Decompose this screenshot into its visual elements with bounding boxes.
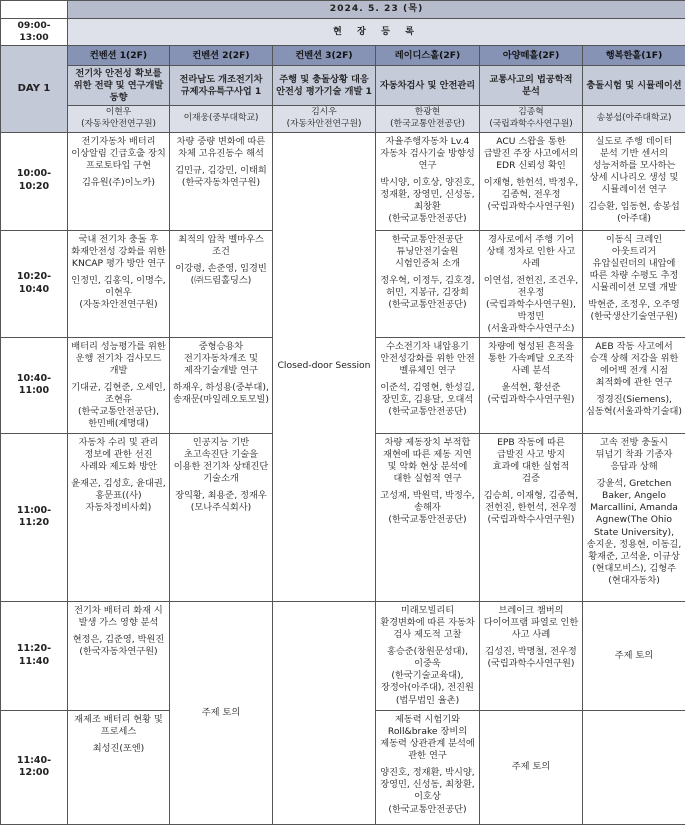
presentation-authors: 이준석, 김영현, 한성길, 장민호, 김용달, 오대석(한국교통안전공단)	[379, 382, 476, 418]
session-topic: 전라남도 개조전기차 규제자유특구사업 1	[170, 66, 273, 106]
presentation-cell	[583, 132, 685, 230]
presentation-title: EPB 작동에 따른 급발진 사고 방지 효과에 대한 실험적 검증	[483, 437, 579, 486]
session-chair: 김종혁(국립과학수사연구원)	[480, 106, 583, 132]
presentation-cell	[68, 601, 170, 710]
presentation-title: AEB 작동 사고에서 승객 상해 저감을 위한 에어백 전개 시점 최적화에 관한 연구	[586, 341, 682, 390]
session-topic: 교통사고의 법공학적 분석	[480, 66, 583, 106]
presentation-authors: 장익황, 최용준, 정재우(모나주식회사)	[173, 490, 269, 514]
presentation-cell	[68, 132, 170, 230]
session-chair: 이현우(자동차안전연구원)	[68, 106, 170, 132]
date-header: 2024. 5. 23 (목)	[68, 1, 685, 19]
presentation-authors: 양진호, 정재환, 박시양, 장영민, 신성동, 최창환, 이호상(한국교통안전공단)	[379, 767, 476, 816]
presentation-cell	[583, 337, 685, 433]
presentation-title: 고속 전방 충돌시 뒤넘기 착좌 기종자 응답과 상해	[586, 437, 682, 473]
presentation-cell	[376, 601, 480, 710]
presentation-title: 차량 제동장치 부적합 재현에 따른 제동 지연 및 악화 현상 분석에 대한 실험적 연구	[379, 437, 476, 486]
empty-cell	[583, 710, 685, 824]
presentation-cell	[480, 433, 583, 601]
day-label: DAY 1	[1, 46, 68, 132]
presentation-authors: 김유원(주)이노카)	[71, 177, 166, 189]
presentation-authors: 하재우, 하성용(중부대), 송재문(마일레오토모빌)	[173, 382, 269, 406]
room-name: 아양떼홀(2F)	[480, 46, 583, 66]
presentation-title: 미래모빌리티 환경변화에 따른 자동차 검사 제도적 고찰	[379, 605, 476, 641]
presentation-authors: 윤석현, 황선준(국립과학수사연구원)	[483, 382, 579, 406]
registration-label: 현 장 등 록	[68, 19, 685, 46]
presentation-cell	[170, 433, 273, 601]
presentation-authors: 고성재, 박원덕, 박정수, 송해자(한국교통안전공단)	[379, 490, 476, 526]
session-chair: 송봉섭(아주대학교)	[583, 106, 685, 132]
time-slot: 10:20-10:40	[1, 230, 68, 337]
presentation-title: 제동력 시험기와 Roll&brake 장비의 제동력 상관관계 분석에 관한 연구	[379, 714, 476, 763]
presentation-authors: 기대균, 김현준, 오세인, 조현유(한국교통안전공단), 한민배(계명대)	[71, 382, 166, 431]
presentation-cell	[376, 433, 480, 601]
time-slot: 11:20-11:40	[1, 601, 68, 710]
presentation-title: ACU 스왑을 통한 급발진 주장 사고에서의 EDR 신뢰성 확인	[483, 136, 579, 172]
time-slot: 11:00-11:20	[1, 433, 68, 601]
presentation-authors: 윤재곤, 김성호, 윤대권, 홍문표((사)자동차정비사회)	[71, 478, 166, 514]
session-topic: 충돌시험 및 시뮬레이션	[583, 66, 685, 106]
presentation-cell	[376, 230, 480, 337]
presentation-title: 중형승용차 전기자동차개조 및 제작기술개발 연구	[173, 341, 269, 377]
presentation-cell	[480, 601, 583, 710]
session-chair: 한광현(한국교통안전공단)	[376, 106, 480, 132]
presentation-title: 자동차 수리 및 관리 정보에 관한 선진 사례와 제도화 방안	[71, 437, 166, 473]
presentation-authors: 이강령, 손준영, 임경빈(㈜드림홀딩스)	[173, 263, 269, 287]
presentation-cell	[480, 337, 583, 433]
time-slot: 11:40-12:00	[1, 710, 68, 824]
presentation-cell	[68, 230, 170, 337]
empty-cell	[273, 601, 376, 824]
room-name: 컨벤션 2(2F)	[170, 46, 273, 66]
presentation-title: 이동식 크레인 아웃트리거 유압실린더의 내압에 따른 차량 수평도 추정 시뮬레이션 모델 개발	[586, 234, 682, 295]
presentation-title: 경사로에서 주행 기어 상태 정차로 인한 사고 사례	[483, 234, 579, 270]
presentation-authors: 정우혁, 이정두, 김호경, 허민, 지봉규, 김장희(한국교통안전공단)	[379, 275, 476, 311]
room-name: 행복한홀(1F)	[583, 46, 685, 66]
time-slot: 10:40-11:00	[1, 337, 68, 433]
presentation-title: 최적의 압착 벨마우스 조건	[173, 234, 269, 258]
presentation-title: 한국교통안전공단 튜닝안전기술원 시험인증처 소개	[379, 234, 476, 270]
session-topic: 자동차검사 및 안전관리	[376, 66, 480, 106]
presentation-title: 차량 중량 변화에 따른 차체 고유진동수 해석	[173, 136, 269, 160]
presentation-cell	[170, 230, 273, 337]
presentation-title: 전기차 배터리 화재 시 발생 가스 영향 분석	[71, 605, 166, 629]
presentation-title: 국내 전기차 충돌 후 화재안전성 강화를 위한 KNCAP 평가 방안 연구	[71, 234, 166, 270]
presentation-cell	[170, 132, 273, 230]
presentation-authors: 이연섭, 전헌진, 조건우, 전우정(국립과학수사연구원), 박정민(서울과학수사연구소)	[483, 275, 579, 336]
presentation-authors: 홍승준(창원문성대), 이중욱(한국기술교육대), 장정아(아주대), 전진원(법무법인 율촌)	[379, 646, 476, 707]
presentation-authors: 박시양, 이호상, 양진호, 정재환, 장영민, 신성동, 최창환(한국교통안전공단)	[379, 177, 476, 226]
presentation-cell	[583, 433, 685, 601]
presentation-title: 재제조 배터리 현황 및 프로세스	[71, 714, 166, 738]
presentation-title: 수소전기차 내압용기 안전성강화를 위한 안전 벨류체인 연구	[379, 341, 476, 377]
presentation-authors: 정경진(Siemens), 심동혁(서울과학기술대)	[586, 394, 682, 418]
session-chair: 이재웅(중부대학교)	[170, 106, 273, 132]
presentation-authors: 인정민, 김홍익, 이명수, 이현우(자동차안전연구원)	[71, 275, 166, 311]
free-discussion: 주제 토의	[583, 601, 685, 710]
room-name: 레이디스홀(2F)	[376, 46, 480, 66]
presentation-cell	[480, 132, 583, 230]
presentation-authors: 박현준, 조정우, 오주영(한국생산기술연구원)	[586, 299, 682, 323]
presentation-authors: 강윤석, Gretchen Baker, Angelo Marcallini, Amanda Agnew(The Ohio State University), 송지운, 정용현, 이동길, 황재준, 고석윤, 이규상(현대모비스), 김형주(현대자동차)	[586, 478, 682, 587]
presentation-title: 인공지능 기반 초고속진단 기술을 이용한 전기차 상태진단 기술소개	[173, 437, 269, 486]
free-discussion: 주제 토의	[480, 710, 583, 824]
registration-time: 09:00-13:00	[1, 19, 68, 46]
session-topic: 주행 및 충돌상황 대응 안전성 평가기술 개발 1	[273, 66, 376, 106]
closed-door-session: Closed-door Session	[273, 132, 376, 601]
room-name: 컨벤션 1(2F)	[68, 46, 170, 66]
presentation-cell	[68, 337, 170, 433]
presentation-cell	[376, 132, 480, 230]
presentation-authors: 김성진, 박명철, 전우정(국립과학수사연구원)	[483, 646, 579, 670]
session-chair: 김시우(자동차안전연구원)	[273, 106, 376, 132]
presentation-cell	[170, 337, 273, 433]
time-slot: 10:00-10:20	[1, 132, 68, 230]
presentation-cell	[68, 710, 170, 824]
presentation-title: 자율주행자동차 Lv.4 자동차 검사기술 방향성 연구	[379, 136, 476, 172]
presentation-cell	[376, 710, 480, 824]
presentation-title: 배터리 성능평가를 위한 운행 전기차 검사모드 개발	[71, 341, 166, 377]
presentation-cell	[583, 230, 685, 337]
presentation-authors: 최성진(포엔)	[71, 743, 166, 755]
blank-corner	[1, 1, 68, 19]
presentation-cell	[68, 433, 170, 601]
free-discussion: 주제 토의	[170, 601, 273, 824]
room-name: 컨벤션 3(2F)	[273, 46, 376, 66]
presentation-authors: 김승환, 임동현, 송봉섭(아주대)	[586, 201, 682, 225]
presentation-title: 전기자동차 배터리 이상알림 긴급호출 장치 프로토타입 구현	[71, 136, 166, 172]
presentation-title: 차량에 형성된 흔적을 통한 가속페달 오조작 사례 분석	[483, 341, 579, 377]
presentation-title: 브레이크 챔버의 다이어프램 파열로 인한 사고 사례	[483, 605, 579, 641]
presentation-authors: 김민규, 김강민, 이태희(한국자동차연구원)	[173, 165, 269, 189]
presentation-title: 실도로 주행 데이터 분석 기반 센서의 성능저하를 모사하는 상세 시나리오 생성 및 시뮬레이션 연구	[586, 136, 682, 197]
presentation-cell	[480, 230, 583, 337]
session-topic: 전기차 안전성 확보를 위한 전략 및 연구개발 동향	[68, 66, 170, 106]
presentation-cell	[376, 337, 480, 433]
presentation-authors: 김승희, 이재형, 김종혁, 전헌진, 한헌석, 전우정(국립과학수사연구원)	[483, 490, 579, 526]
presentation-authors: 현정은, 김준영, 박원진(한국자동차연구원)	[71, 634, 166, 658]
presentation-authors: 이재형, 한헌석, 박정우, 김종혁, 전우정(국립과학수사연구원)	[483, 177, 579, 213]
